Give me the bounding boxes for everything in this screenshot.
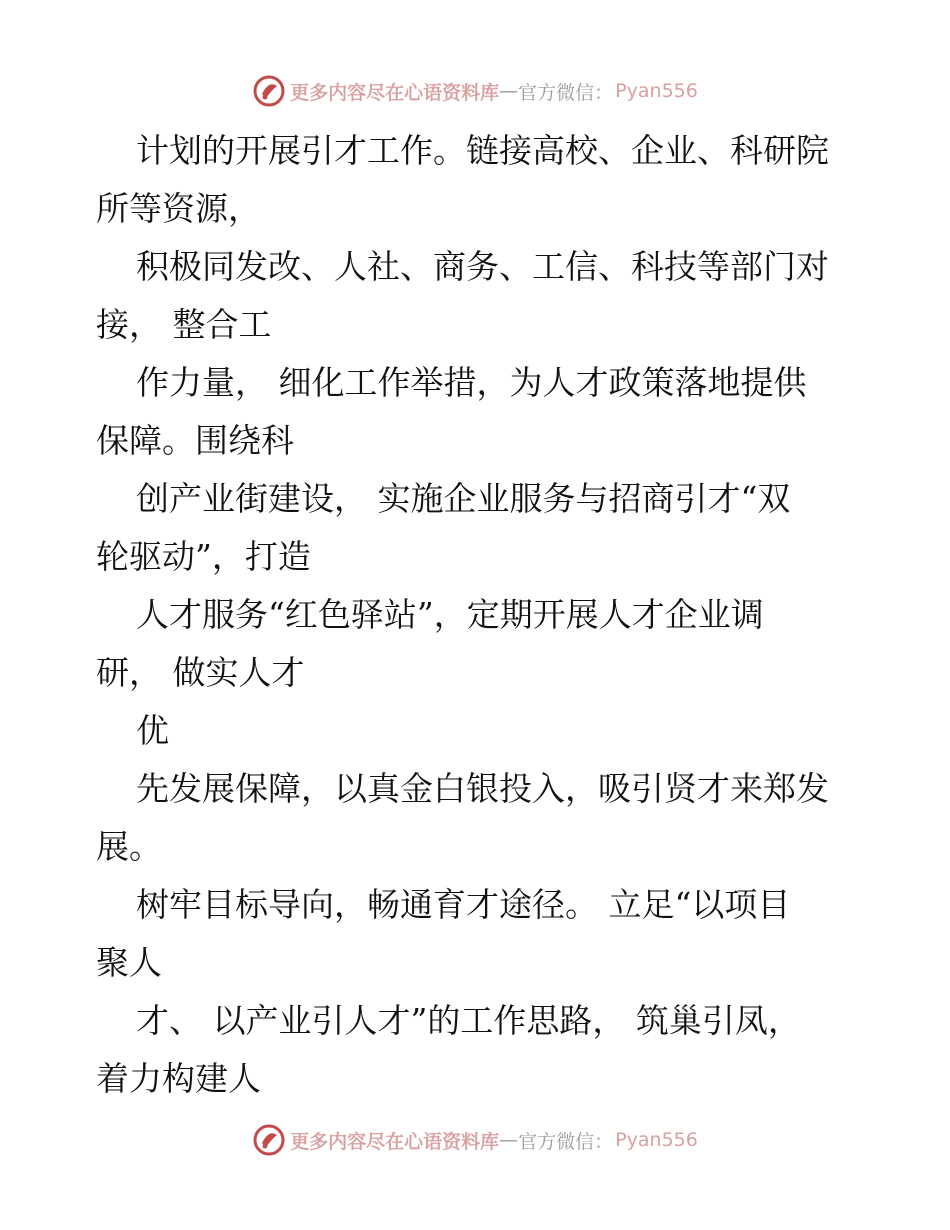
watermark-brand: 更多内容尽在心语资料库 xyxy=(290,81,500,104)
paragraph-continuation: 研， 做实人才 xyxy=(96,653,305,692)
watermark-id: Pyan556 xyxy=(615,1129,698,1151)
brand-logo-icon xyxy=(252,74,286,108)
paragraph xyxy=(96,122,866,238)
paragraph-first-line: 作力量， 细化工作举措，为人才政策落地提供 xyxy=(136,363,807,402)
paragraph xyxy=(96,702,866,760)
watermark-contact: 官方微信： xyxy=(518,1130,614,1153)
document-body xyxy=(96,122,866,1108)
paragraph-continuation: 保障。围绕科 xyxy=(96,421,294,460)
paragraph-first-line: 计划的开展引才工作。链接高校、企业、科研院 xyxy=(136,131,829,170)
paragraph xyxy=(96,876,866,992)
paragraph-first-line: 优 xyxy=(136,711,169,750)
header-watermark xyxy=(0,71,950,111)
watermark-brand: 更多内容尽在心语资料库 xyxy=(290,1130,500,1153)
paragraph-first-line: 先发展保障，以真金白银投入，吸引贤才来郑发 xyxy=(136,769,829,808)
paragraph-first-line: 积极同发改、人社、商务、工信、科技等部门对 xyxy=(136,247,829,286)
brand-logo-icon xyxy=(252,1123,286,1157)
footer-watermark xyxy=(0,1120,950,1160)
watermark-dash: — xyxy=(499,80,519,102)
paragraph-continuation: 所等资源， xyxy=(96,189,261,228)
paragraph xyxy=(96,354,866,470)
paragraph-first-line: 创产业街建设， 实施企业服务与招商引才“双 xyxy=(136,479,791,518)
paragraph-continuation: 聚人 xyxy=(96,943,162,982)
paragraph xyxy=(96,992,866,1108)
watermark-dash: — xyxy=(499,1129,519,1151)
paragraph-continuation: 接， 整合工 xyxy=(96,305,272,344)
paragraph xyxy=(96,586,866,702)
paragraph xyxy=(96,760,866,876)
watermark-id: Pyan556 xyxy=(615,80,698,102)
paragraph xyxy=(96,238,866,354)
paragraph xyxy=(96,470,866,586)
paragraph-first-line: 才、 以产业引人才”的工作思路， 筑巢引凤， xyxy=(136,1001,801,1040)
paragraph-first-line: 人才服务“红色驿站”，定期开展人才企业调 xyxy=(136,595,764,634)
paragraph-continuation: 展。 xyxy=(96,827,162,866)
paragraph-continuation: 轮驱动”，打造 xyxy=(96,537,311,576)
paragraph-first-line: 树牢目标导向，畅通育才途径。 立足“以项目 xyxy=(136,885,791,924)
watermark-contact: 官方微信： xyxy=(518,81,614,104)
paragraph-continuation: 着力构建人 xyxy=(96,1059,261,1098)
